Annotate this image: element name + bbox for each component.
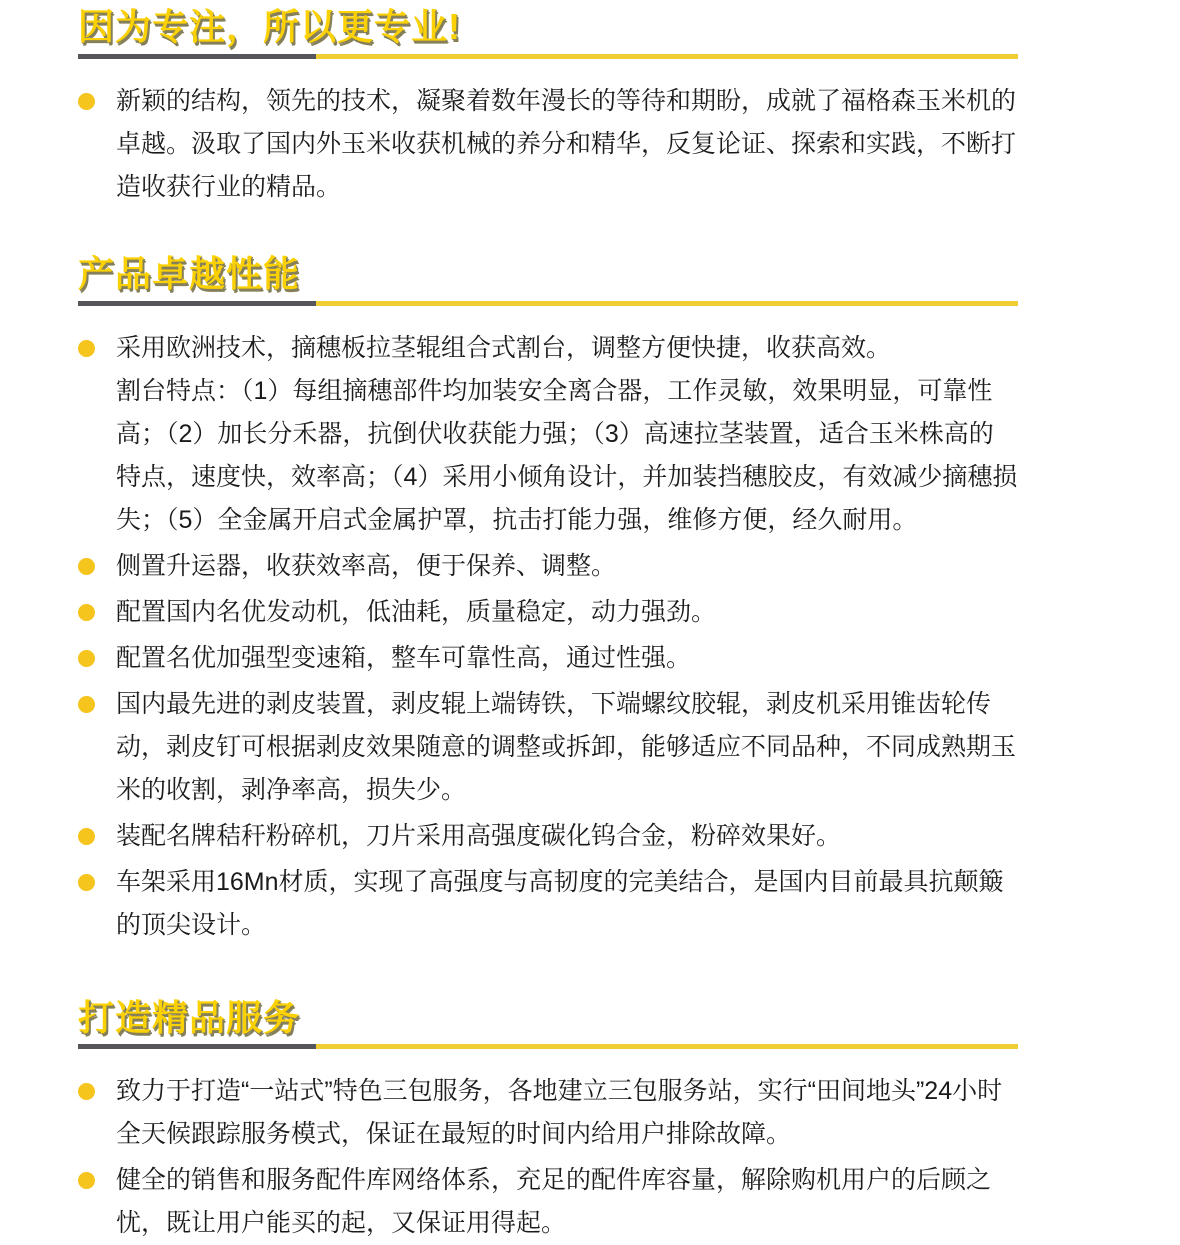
list-item [78, 815, 1018, 858]
paragraph: 致力于打造“一站式”特色三包服务，各地建立三包服务站，实行“田间地头”24小时全天候跟踪服务模式，保证在最短的时间内给用户排除故障。 [116, 1077, 1003, 1149]
list-item-text [116, 815, 1018, 858]
underline-dark-segment [78, 301, 316, 306]
paragraph: 车架采用16Mn材质，实现了高强度与高韧度的完美结合，是国内目前最具抗颠簸的顶尖设计。 [116, 867, 1004, 939]
list-item [78, 637, 1018, 680]
list-item-text [116, 80, 1018, 209]
paragraph: 配置国内名优发动机，低油耗，质量稳定，动力强劲。 [116, 597, 717, 626]
underline-yellow-segment [316, 54, 1018, 59]
product-description-page [78, 0, 1018, 1245]
bullet-dot-icon [78, 828, 95, 845]
section-heading: 打造精品服务 [78, 996, 301, 1038]
paragraph: 新颖的结构，领先的技术，凝聚着数年漫长的等待和期盼，成就了福格森玉米机的卓越。汲取了国内外玉米收获机械的养分和精华，反复论证、探索和实践，不断打造收获行业的精品。 [116, 86, 1017, 201]
list-item-text [116, 591, 1018, 634]
bullet-dot-icon [78, 1172, 95, 1189]
paragraph: 国内最先进的剥皮装置，剥皮辊上端铸铁，下端螺纹胶辊，剥皮机采用锥齿轮传动，剥皮钉可根据剥皮效果随意的调整或拆卸，能够适应不同品种，不同成熟期玉米的收割，剥净率高，损失少。 [116, 689, 1017, 804]
list-item-text [116, 545, 1018, 588]
list-item-text [116, 1159, 1018, 1245]
heading-underline [78, 301, 1018, 306]
bullet-dot-icon [78, 874, 95, 891]
underline-yellow-segment [316, 1044, 1018, 1049]
list-item-text [116, 683, 1018, 812]
content-section [78, 252, 1018, 947]
paragraph: 割台特点：（1）每组摘穗部件均加装安全离合器，工作灵敏，效果明显，可靠性高；（2）加长分禾器，抗倒伏收获能力强；（3）高速拉茎装置，适合玉米株高的特点，速度快，效率高；（4）采用小倾角设计，并加装挡穗胶皮，有效减少摘穗损失；（5）全金属开启式金属护罩，抗击打能力强，维修方便，经久耐用。 [116, 376, 1018, 534]
bullet-list [78, 1070, 1018, 1245]
list-item [78, 80, 1018, 209]
list-item [78, 327, 1018, 542]
list-item [78, 1070, 1018, 1156]
bullet-dot-icon [78, 650, 95, 667]
content-section [78, 996, 1018, 1245]
bullet-dot-icon [78, 604, 95, 621]
list-item [78, 545, 1018, 588]
bullet-dot-icon [78, 558, 95, 575]
bullet-list [78, 327, 1018, 947]
list-item-text [116, 327, 1018, 542]
paragraph: 采用欧洲技术，摘穗板拉茎辊组合式割台，调整方便快捷，收获高效。 [116, 333, 892, 362]
heading-underline [78, 54, 1018, 59]
list-item-text [116, 1070, 1018, 1156]
bullet-dot-icon [78, 340, 95, 357]
underline-dark-segment [78, 1044, 316, 1049]
paragraph: 健全的销售和服务配件库网络体系，充足的配件库容量，解除购机用户的后顾之忧，既让用户能买的起，又保证用得起。 [116, 1166, 992, 1238]
list-item [78, 1159, 1018, 1245]
section-heading: 因为专注，所以更专业! [78, 6, 461, 47]
list-item [78, 861, 1018, 947]
bullet-dot-icon [78, 1083, 95, 1100]
bullet-dot-icon [78, 93, 95, 110]
paragraph: 装配名牌秸秆粉碎机，刀片采用高强度碳化钨合金，粉碎效果好。 [116, 821, 842, 850]
list-item-text [116, 637, 1018, 680]
paragraph: 配置名优加强型变速箱，整车可靠性高，通过性强。 [116, 643, 692, 672]
underline-dark-segment [78, 54, 316, 59]
underline-yellow-segment [316, 301, 1018, 306]
list-item-text [116, 861, 1018, 947]
content-section [78, 8, 1018, 209]
section-heading: 产品卓越性能 [78, 252, 301, 294]
paragraph: 侧置升运器，收获效率高，便于保养、调整。 [116, 551, 617, 580]
bullet-dot-icon [78, 696, 95, 713]
bullet-list [78, 80, 1018, 209]
heading-underline [78, 1044, 1018, 1049]
list-item [78, 683, 1018, 812]
list-item [78, 591, 1018, 634]
